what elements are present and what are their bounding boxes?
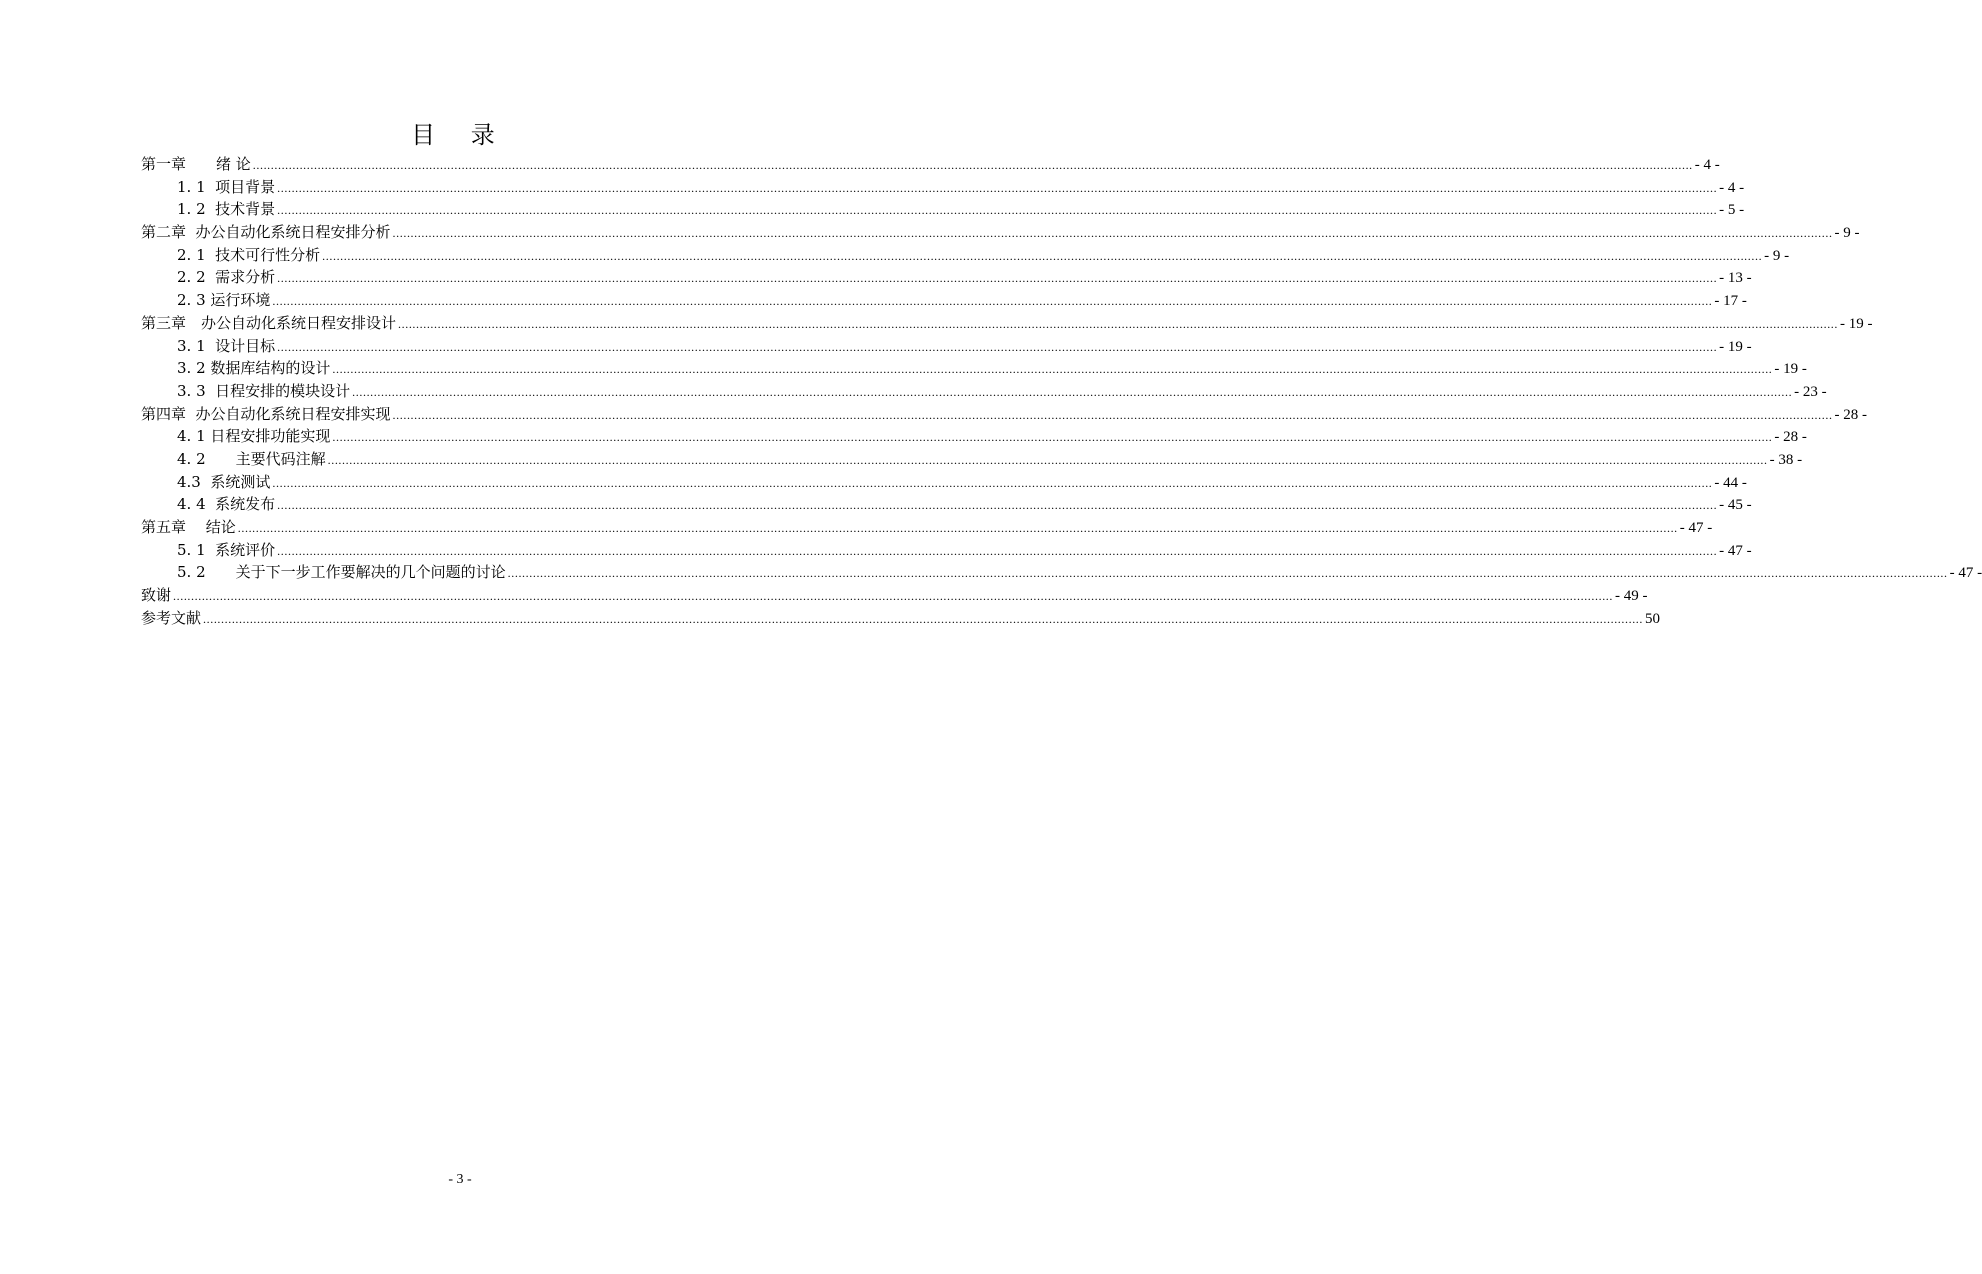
toc-entry-label: 第五章 结论 <box>141 518 236 536</box>
toc-entry[interactable] <box>141 539 1752 562</box>
toc-entry[interactable] <box>141 516 1713 539</box>
dot-leader: ................................................................................................................................................................................................................................................................................................................................................................................................................ <box>332 362 1773 377</box>
table-of-contents <box>141 153 1982 629</box>
toc-entry-page: - 19 - <box>1719 338 1752 355</box>
toc-entry-page: - 4 - <box>1694 157 1720 173</box>
dot-leader: ................................................................................................................................................................................................................................................................................................................................................................................................................ <box>327 452 1768 467</box>
page-number: - 3 - <box>448 1172 472 1187</box>
toc-entry-page: - 45 - <box>1719 497 1752 514</box>
toc-entry[interactable] <box>141 335 1752 358</box>
toc-entry-page: - 9 - <box>1834 225 1860 242</box>
dot-leader: ................................................................................................................................................................................................................................................................................................................................................................................................................ <box>203 611 1644 626</box>
toc-entry-label: 2. 2 需求分析 <box>177 268 276 287</box>
toc-entry-page: - 5 - <box>1719 202 1745 219</box>
dot-leader: ................................................................................................................................................................................................................................................................................................................................................................................................................ <box>173 589 1614 604</box>
dot-leader: ................................................................................................................................................................................................................................................................................................................................................................................................................ <box>272 475 1713 490</box>
toc-entry-label: 3. 3 日程安排的模块设计 <box>177 381 351 400</box>
toc-entry-page: - 19 - <box>1840 315 1873 332</box>
toc-entry-page: - 4 - <box>1719 179 1745 196</box>
toc-entry-page: - 13 - <box>1719 270 1752 287</box>
dot-leader: ................................................................................................................................................................................................................................................................................................................................................................................................................ <box>277 271 1718 286</box>
dot-leader: ................................................................................................................................................................................................................................................................................................................................................................................................................ <box>392 407 1833 422</box>
dot-leader: ................................................................................................................................................................................................................................................................................................................................................................................................................ <box>277 543 1718 558</box>
toc-entry-page: - 44 - <box>1714 474 1747 491</box>
toc-entry-page: - 23 - <box>1794 383 1827 400</box>
toc-entry[interactable] <box>141 403 1868 426</box>
toc-entry[interactable] <box>141 153 1720 176</box>
toc-entry-label: 致谢 <box>141 586 172 605</box>
toc-entry[interactable] <box>141 607 1661 630</box>
toc-entry[interactable] <box>141 493 1752 516</box>
dot-leader: ................................................................................................................................................................................................................................................................................................................................................................................................................ <box>277 339 1718 354</box>
dot-leader: ................................................................................................................................................................................................................................................................................................................................................................................................................ <box>322 248 1763 263</box>
toc-entry-label: 4. 4 系统发布 <box>177 495 276 514</box>
toc-entry[interactable] <box>141 357 1807 380</box>
toc-entry-page: 50 <box>1645 610 1661 627</box>
toc-entry-page: - 28 - <box>1834 406 1868 423</box>
toc-entry-page: - 47 - <box>1679 520 1713 536</box>
dot-leader: ................................................................................................................................................................................................................................................................................................................................................................................................................ <box>277 203 1718 218</box>
dot-leader: ................................................................................................................................................................................................................................................................................................................................................................................................................ <box>507 566 1948 581</box>
toc-entry-label: 5. 2 关于下一步工作要解决的几个问题的讨论 <box>177 563 506 582</box>
toc-entry-label: 1. 2 技术背景 <box>177 200 276 219</box>
toc-entry-label: 2. 1 技术可行性分析 <box>177 245 321 264</box>
page-title: 目 录 <box>411 121 509 149</box>
toc-entry[interactable] <box>141 198 1745 221</box>
toc-entry-page: - 19 - <box>1774 361 1807 378</box>
dot-leader: ................................................................................................................................................................................................................................................................................................................................................................................................................ <box>252 158 1693 172</box>
dot-leader: ................................................................................................................................................................................................................................................................................................................................................................................................................ <box>277 498 1718 513</box>
toc-entry-page: - 47 - <box>1949 565 1982 582</box>
toc-entry-page: - 28 - <box>1774 429 1807 446</box>
toc-entry[interactable] <box>141 289 1747 312</box>
toc-entry-label: 1. 1 项目背景 <box>177 177 276 196</box>
toc-entry-label: 第三章 办公自动化系统日程安排设计 <box>141 313 397 332</box>
toc-entry-label: 4. 2 主要代码注解 <box>177 449 326 468</box>
toc-entry[interactable] <box>141 584 1648 607</box>
toc-entry-page: - 17 - <box>1714 293 1747 310</box>
dot-leader: ................................................................................................................................................................................................................................................................................................................................................................................................................ <box>272 294 1713 309</box>
toc-entry-label: 第一章 绪 论 <box>141 155 251 173</box>
toc-entry-page: - 47 - <box>1719 542 1752 559</box>
toc-entry[interactable] <box>141 425 1807 448</box>
toc-entry[interactable] <box>141 221 1860 244</box>
toc-entry-label: 第二章 办公自动化系统日程安排分析 <box>141 223 391 242</box>
dot-leader: ................................................................................................................................................................................................................................................................................................................................................................................................................ <box>352 384 1793 399</box>
toc-entry-page: - 49 - <box>1615 588 1648 605</box>
toc-entry[interactable] <box>141 471 1747 494</box>
toc-entry-label: 参考文献 <box>141 608 202 627</box>
toc-entry-label: 4. 1 日程安排功能实现 <box>177 427 331 446</box>
dot-leader: ................................................................................................................................................................................................................................................................................................................................................................................................................ <box>392 226 1833 241</box>
toc-entry-label: 3. 1 设计目标 <box>177 336 276 355</box>
dot-leader: ................................................................................................................................................................................................................................................................................................................................................................................................................ <box>332 430 1773 445</box>
toc-entry[interactable] <box>141 561 1982 584</box>
toc-entry-label: 2. 3 运行环境 <box>177 291 271 310</box>
toc-entry[interactable] <box>141 448 1803 471</box>
toc-entry-label: 5. 1 系统评价 <box>177 540 276 559</box>
toc-entry[interactable] <box>141 176 1745 199</box>
toc-entry-label: 第四章 办公自动化系统日程安排实现 <box>141 404 391 423</box>
dot-leader: ................................................................................................................................................................................................................................................................................................................................................................................................................ <box>237 521 1678 535</box>
toc-entry[interactable] <box>141 380 1827 403</box>
toc-entry-label: 4.3 系统测试 <box>177 472 271 491</box>
toc-entry[interactable] <box>141 266 1752 289</box>
toc-entry-label: 3. 2 数据库结构的设计 <box>177 359 331 378</box>
toc-entry[interactable] <box>141 312 1873 335</box>
dot-leader: ................................................................................................................................................................................................................................................................................................................................................................................................................ <box>277 180 1718 195</box>
toc-entry-page: - 9 - <box>1764 247 1790 264</box>
dot-leader: ................................................................................................................................................................................................................................................................................................................................................................................................................ <box>398 316 1839 331</box>
toc-entry-page: - 38 - <box>1769 451 1803 468</box>
toc-entry[interactable] <box>141 244 1790 267</box>
